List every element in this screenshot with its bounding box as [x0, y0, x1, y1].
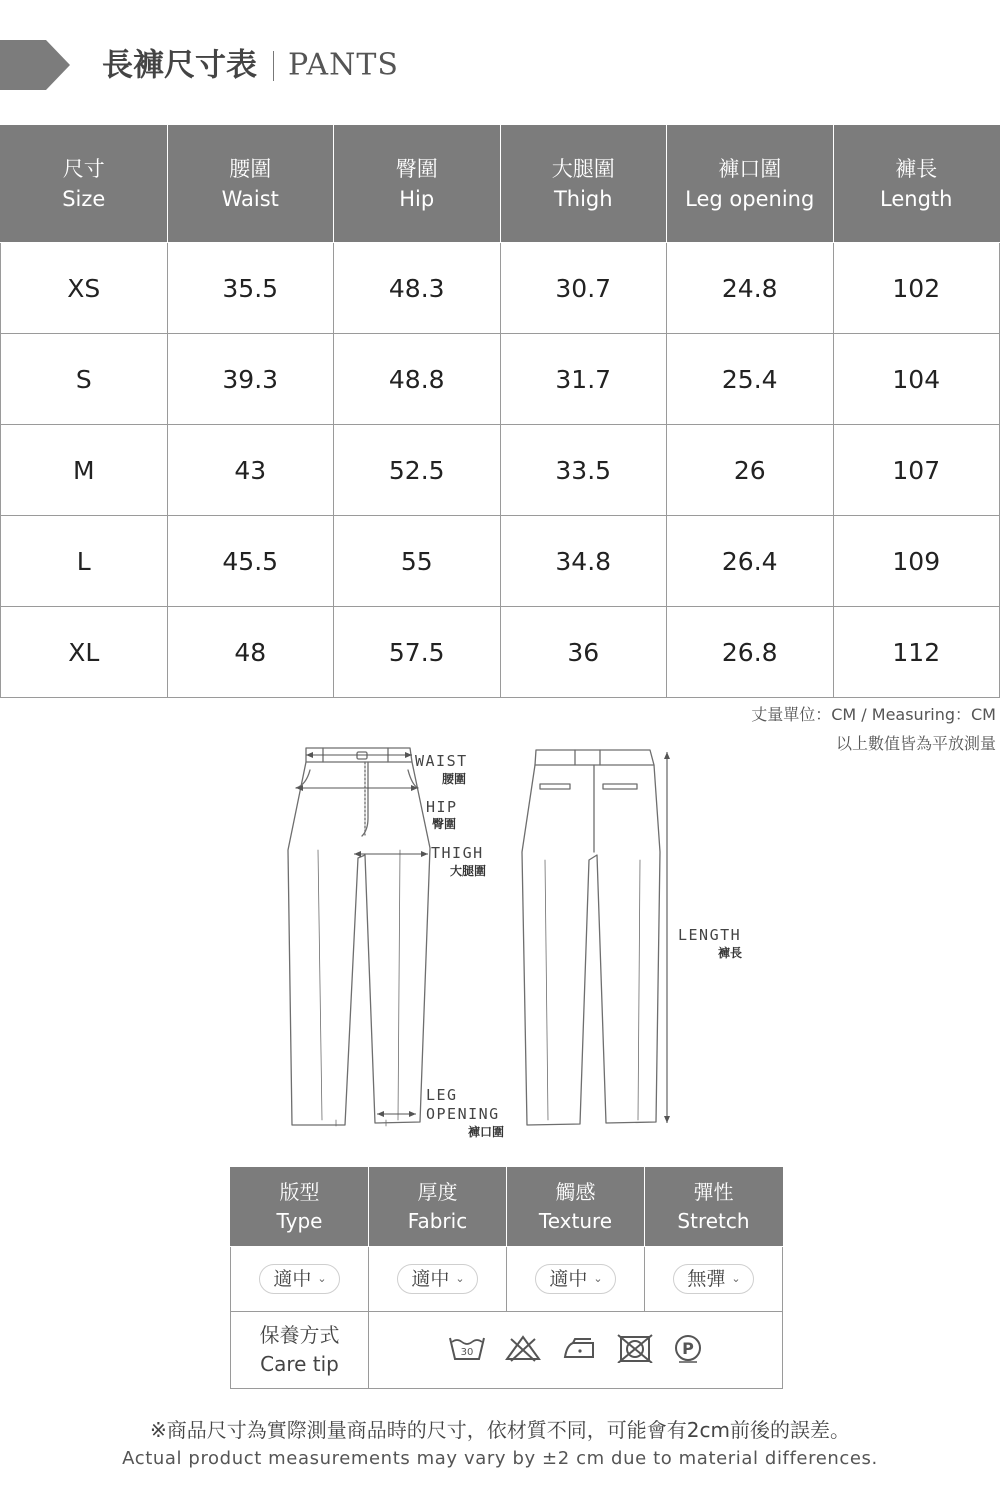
fabric-select[interactable]: 適中 ⌄ — [397, 1264, 477, 1294]
waist-label-zh: 腰圍 — [441, 772, 466, 786]
chevron-down-icon: ⌄ — [455, 1272, 465, 1285]
type-select[interactable]: 適中 ⌄ — [259, 1264, 339, 1294]
title-arrow-icon — [0, 40, 72, 90]
cell-leg-opening: 24.8 — [667, 243, 834, 334]
disclaimer-en: Actual product measurements may vary by ±2 cm due to material differences. — [122, 1448, 878, 1469]
length-label-en: LENGTH — [678, 926, 742, 944]
title-zh: 長褲尺寸表 — [102, 47, 257, 84]
hip-label-zh: 臀圍 — [431, 817, 456, 831]
pants-diagram — [0, 740, 1000, 1160]
care-label: 保養方式 Care tip — [231, 1312, 369, 1389]
table-row — [1, 516, 1000, 607]
cell-thigh: 36 — [500, 607, 667, 698]
dry-clean-p-icon — [671, 1333, 705, 1363]
page-title — [102, 42, 399, 88]
header-fabric: 厚度 Fabric — [369, 1168, 507, 1247]
cell-thigh: 31.7 — [500, 334, 667, 425]
back-pants-illustration — [522, 750, 660, 1125]
table-row — [1, 425, 1000, 516]
flat-measure-note: 以上數值皆為平放測量 — [835, 734, 996, 753]
header-leg-opening: 褲口圍 Leg opening — [667, 126, 834, 243]
fabric-table — [230, 1167, 783, 1389]
leg-label-en-2: OPENING — [426, 1105, 500, 1123]
cell-size: L — [1, 516, 168, 607]
fabric-values-row — [231, 1247, 783, 1312]
no-bleach-icon — [503, 1333, 543, 1363]
cell-size: S — [1, 334, 168, 425]
header-thigh: 大腿圍 Thigh — [500, 126, 667, 243]
cell-hip: 57.5 — [334, 607, 501, 698]
chevron-down-icon: ⌄ — [731, 1272, 741, 1285]
cell-length: 102 — [833, 243, 1000, 334]
cell-leg-opening: 26.4 — [667, 516, 834, 607]
cell-leg-opening: 25.4 — [667, 334, 834, 425]
header-stretch: 彈性 Stretch — [645, 1168, 783, 1247]
cell-waist: 35.5 — [167, 243, 334, 334]
leg-label-en-1: LEG — [426, 1086, 458, 1104]
no-tumble-dry-icon — [615, 1333, 655, 1363]
cell-waist: 43 — [167, 425, 334, 516]
size-table-header — [1, 126, 1000, 243]
waist-label-en: WAIST — [415, 752, 468, 770]
title-bar — [0, 40, 900, 90]
cell-length: 109 — [833, 516, 1000, 607]
care-icons-cell — [369, 1312, 783, 1389]
wash-30-icon — [447, 1333, 487, 1363]
svg-text:30: 30 — [460, 1347, 473, 1358]
cell-waist: 39.3 — [167, 334, 334, 425]
unit-note: 丈量單位：CM / Measuring：CM — [751, 705, 996, 724]
leg-label-zh: 褲口圍 — [467, 1125, 504, 1139]
cell-leg-opening: 26 — [667, 425, 834, 516]
front-pants-illustration — [288, 748, 430, 1126]
care-row — [231, 1312, 783, 1389]
table-row — [1, 334, 1000, 425]
cell-thigh: 34.8 — [500, 516, 667, 607]
header-texture: 觸感 Texture — [507, 1168, 645, 1247]
thigh-label-en: THIGH — [431, 844, 484, 862]
header-hip: 臀圍 Hip — [334, 126, 501, 243]
stretch-select[interactable]: 無彈 ⌄ — [673, 1264, 753, 1294]
chevron-down-icon: ⌄ — [593, 1272, 603, 1285]
svg-text:P: P — [681, 1339, 694, 1358]
table-row — [1, 607, 1000, 698]
cell-thigh: 33.5 — [500, 425, 667, 516]
thigh-label-zh: 大腿圍 — [449, 864, 486, 878]
disclaimer-zh: ※商品尺寸為實際測量商品時的尺寸，依材質不同，可能會有2cm前後的誤差。 — [150, 1418, 850, 1442]
header-waist: 腰圍 Waist — [167, 126, 334, 243]
header-type: 版型 Type — [231, 1168, 369, 1247]
cell-hip: 52.5 — [334, 425, 501, 516]
cell-hip: 48.8 — [334, 334, 501, 425]
header-length: 褲長 Length — [833, 126, 1000, 243]
cell-length: 112 — [833, 607, 1000, 698]
texture-select[interactable]: 適中 ⌄ — [535, 1264, 615, 1294]
cell-size: XL — [1, 607, 168, 698]
header-size: 尺寸 Size — [1, 126, 168, 243]
title-divider — [273, 51, 274, 81]
hip-label-en: HIP — [426, 798, 458, 816]
title-en: PANTS — [288, 47, 399, 83]
chevron-down-icon: ⌄ — [317, 1272, 327, 1285]
cell-waist: 45.5 — [167, 516, 334, 607]
cell-length: 107 — [833, 425, 1000, 516]
fabric-table-header — [231, 1168, 783, 1247]
low-iron-icon — [559, 1333, 599, 1363]
cell-leg-opening: 26.8 — [667, 607, 834, 698]
table-row — [1, 243, 1000, 334]
size-table — [0, 125, 1000, 698]
cell-length: 104 — [833, 334, 1000, 425]
cell-hip: 48.3 — [334, 243, 501, 334]
cell-size: M — [1, 425, 168, 516]
cell-size: XS — [1, 243, 168, 334]
cell-waist: 48 — [167, 607, 334, 698]
cell-hip: 55 — [334, 516, 501, 607]
length-label-zh: 褲長 — [717, 946, 742, 960]
cell-thigh: 30.7 — [500, 243, 667, 334]
